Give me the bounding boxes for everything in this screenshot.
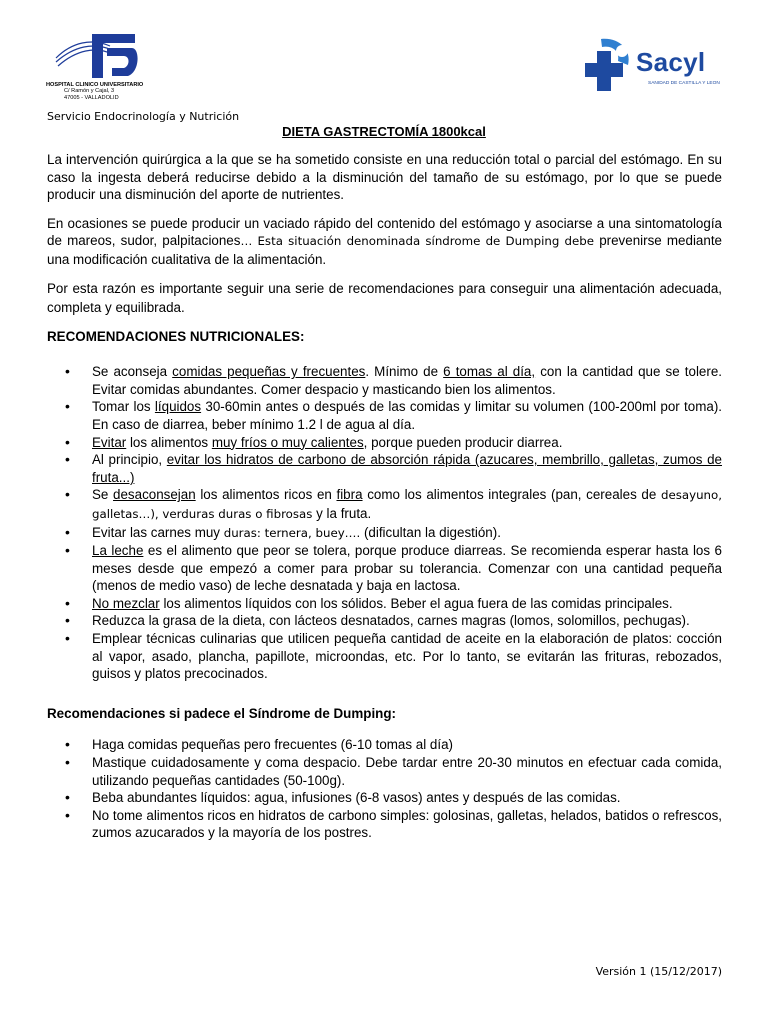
intro-paragraph-2 <box>47 215 722 269</box>
item-text: los alimentos <box>126 434 212 450</box>
document-title: DIETA GASTRECTOMÍA 1800kcal <box>282 124 486 139</box>
item-emphasis: evitar los hidratos de carbono de absorción rápida (azucares, membrillo, galletas, zumos de fruta...) <box>92 452 722 485</box>
list-item <box>47 398 722 433</box>
item-text: Emplear técnicas culinarias que utilicen pequeña cantidad de aceite en la elaboración de platos: cocción al vapor, asado, plancha, papillote, microondas, etc. Por lo tanto, se evitarán las frituras, rebozados, guisos y platos precocinados. <box>92 631 722 682</box>
item-text: los alimentos líquidos con los sólidos. Beber el agua fuera de las comidas principales. <box>159 595 673 611</box>
item-emphasis: 6 tomas al día, <box>443 364 536 380</box>
list-item: • Beba abundantes líquidos: agua, infusiones (6-8 vasos) antes y después de las comidas. <box>47 789 722 807</box>
item-text: Se <box>92 487 114 503</box>
item-text: (dificultan la digestión). <box>360 524 501 540</box>
item-text: Al principio, <box>92 452 167 468</box>
list-item <box>47 542 722 595</box>
item-text: con la cantidad que se tolere. Evitar comidas abundantes. Comer despacio y masticando bien los alimentos. <box>92 364 722 397</box>
nutritional-section-title: RECOMENDACIONES NUTRICIONALES: <box>47 328 305 344</box>
item-text: desayuno, galletas…), verduras duras o fibrosas <box>92 488 722 521</box>
dumping-section-title: Recomendaciones si padece el Síndrome de Dumping: <box>47 705 396 721</box>
item-emphasis: muy fríos o muy calientes <box>211 434 364 450</box>
item-emphasis: comidas pequeñas y frecuentes <box>172 364 366 380</box>
list-item <box>47 434 722 452</box>
item-emphasis: líquidos <box>154 399 202 415</box>
item-text: como los alimentos integrales (pan, cereales de <box>362 487 661 503</box>
hospital-address: C/ Ramón y Cajal, 3 <box>64 88 115 95</box>
sacyl-wordmark: Sacyl <box>636 47 706 77</box>
item-emphasis: No mezclar <box>92 595 160 611</box>
hospital-logo <box>46 32 166 104</box>
item-text: Se aconseja <box>92 364 173 380</box>
item-text: Tomar los <box>92 399 155 415</box>
item-text: los alimentos ricos en <box>195 487 337 503</box>
item-text: Evitar las carnes muy <box>92 524 224 540</box>
list-item: • Mastique cuidadosamente y coma despacio. Debe tardar entre 20-30 minutos en efectuar cada comida, utilizando pequeñas cantidades (50-100g). <box>47 754 722 789</box>
list-item <box>47 363 722 398</box>
list-item: • No tome alimentos ricos en hidratos de carbono simples: golosinas, galletas, helados, batidos o refrescos, zumos azucarados y la mayoría de los postres. <box>47 807 722 842</box>
item-text: duras: ternera, buey…. <box>223 525 361 540</box>
sacyl-subtitle: SANIDAD DE CASTILLA Y LEON <box>648 81 720 86</box>
item-emphasis: Evitar <box>92 434 127 450</box>
intro-paragraph-3: Por esta razón es importante seguir una serie de recomendaciones para conseguir una alimentación adecuada, completa y equilibrada. <box>47 280 722 315</box>
list-item <box>47 451 722 486</box>
sacyl-cross-icon <box>584 37 636 93</box>
list-item <box>47 595 722 613</box>
hospital-emblem-icon <box>52 32 148 84</box>
item-text: 30-60min antes o después de las comidas y limitar su volumen (100-200ml por toma). En caso de diarrea, beber mínimo 1.2 l de agua al día. <box>92 399 722 432</box>
document-body <box>47 151 722 842</box>
p2-part-b: … Esta situación denominada síndrome de Dumping debe <box>240 234 595 249</box>
list-item <box>47 486 722 523</box>
item-emphasis: fibra <box>336 487 363 503</box>
item-emphasis: La leche <box>92 543 144 559</box>
hospital-name: HOSPITAL CLINICO UNIVERSITARIO <box>46 82 144 88</box>
list-item <box>47 630 722 683</box>
service-name: Servicio Endocrinología y Nutrición <box>47 110 240 123</box>
item-emphasis: desaconsejan <box>113 487 196 503</box>
list-item <box>47 612 722 630</box>
item-text: es el alimento que peor se tolera, porque produce diarreas. Se recomienda esperar hasta los 6 meses desde que empezó a comer para probar su tolerancia. Comenzar con una cantidad pequeña (menos de medio vaso) de leche desnatada y baja en lactosa. <box>92 543 722 594</box>
sacyl-logo <box>584 37 734 95</box>
p2-part-c: prevenirse mediante una modificación cualitativa de la alimentación. <box>47 233 722 267</box>
list-item: • Haga comidas pequeñas pero frecuentes (6-10 tomas al día) <box>47 736 722 754</box>
version-label: Versión 1 (15/12/2017) <box>595 965 722 978</box>
item-text: y la fruta. <box>312 505 372 521</box>
nutritional-list <box>47 363 722 683</box>
item-text: . Mínimo de <box>365 364 444 380</box>
list-item <box>47 524 722 543</box>
p2-part-a: En ocasiones se puede producir un vaciado rápido del contenido del estómago y asociarse a una sintomatología de mareos, sudor, palpitaciones <box>47 215 722 249</box>
intro-paragraph-1: La intervención quirúrgica a la que se ha sometido consiste en una reducción total o parcial del estómago. En su caso la ingesta deberá reducirse debido a la disminución del tamaño de su estómago, por lo que se puede producir una disminución del aporte de nutrientes. <box>47 152 722 203</box>
dumping-list <box>47 736 722 842</box>
item-text: Reduzca la grasa de la dieta, con lácteos desnatados, carnes magras (lomos, solomillos, pechugas). <box>92 613 690 629</box>
item-text: , porque pueden producir diarrea. <box>363 434 563 450</box>
hospital-city: 47005 - VALLADOLID <box>64 94 119 101</box>
